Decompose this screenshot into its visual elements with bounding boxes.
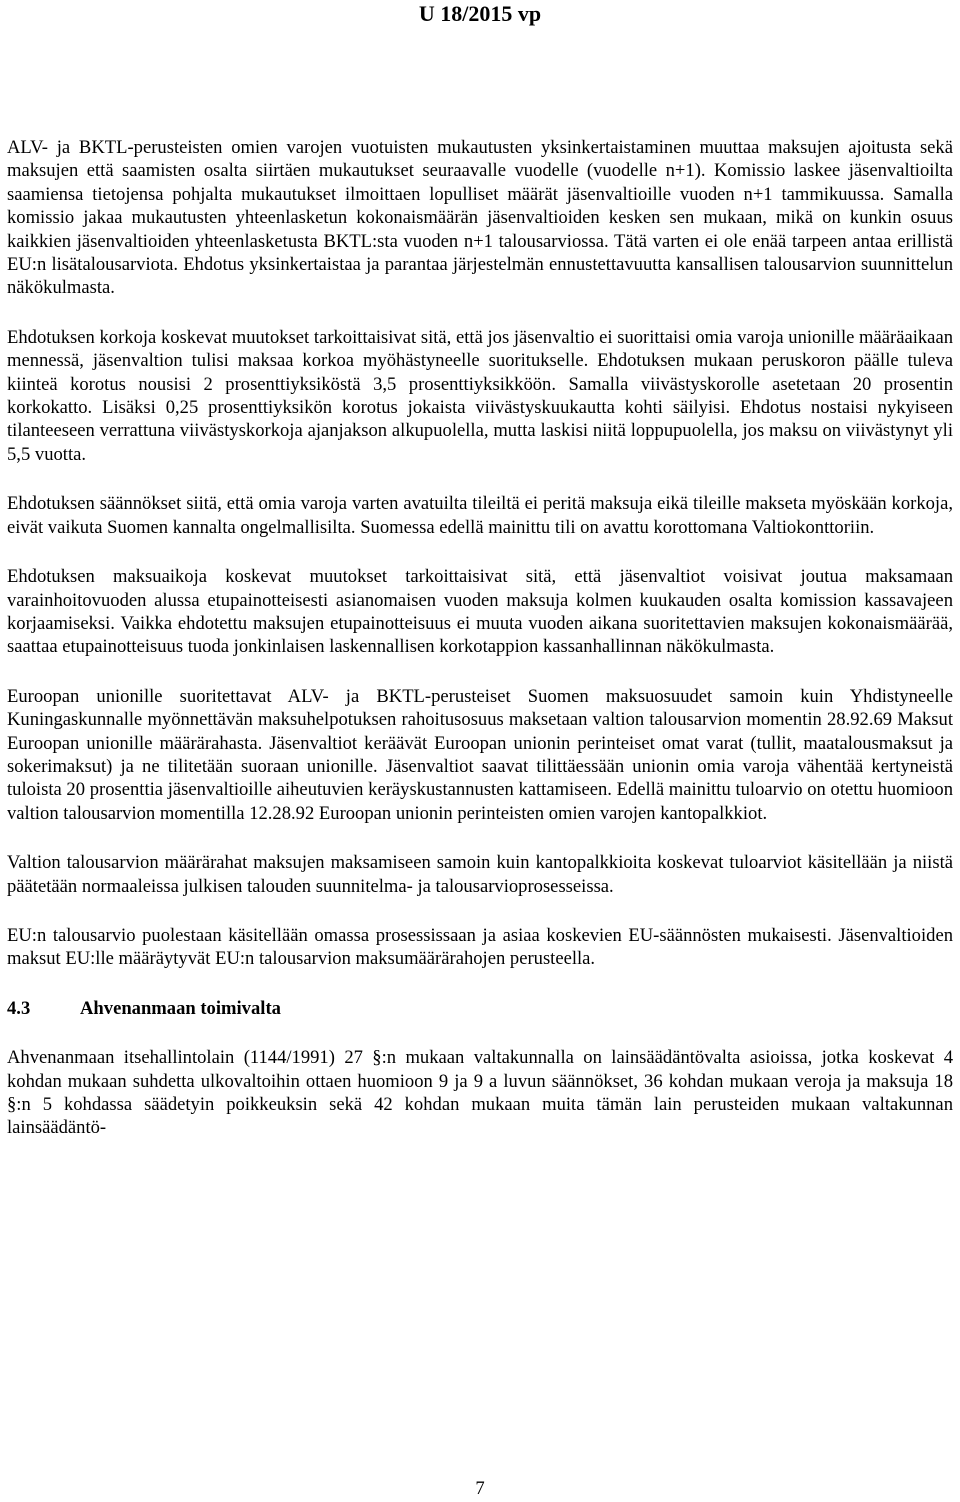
paragraph: Ehdotuksen säännökset siitä, että omia varoja varten avatuilta tileiltä ei peritä maksuja eikä tileille makseta myöskään korkoja, eivät vaikuta Suomen kannalta ongelmallisilta. Suomessa edellä mainittu tili on avattu korottomana Valtiokonttoriin. [7, 493, 953, 538]
paragraph: Ahvenanmaan itsehallintolain (1144/1991) 27 §:n mukaan valtakunnalla on lainsäädäntövalta asioissa, jotka koskevat 4 kohdan mukaan suhdetta ulkovaltoihin ottaen huomioon 9 ja 9 a luvun säännökset, 36 kohdan mukaan veroja ja maksuja 18 §:n 5 kohdassa säädetyin poikkeuksin sekä 42 kohdan mukaan muita tämän lain perusteiden mukaan valtakunnan lainsäädäntö- [7, 1047, 953, 1139]
paragraph: Euroopan unionille suoritettavat ALV- ja BKTL-perusteiset Suomen maksuosuudet samoin kuin Yhdistyneelle Kuningaskunnalle myönnettävän maksuhelpotuksen rahoitusosuus maksetaan valtion talousarvion momentin 28.92.69 Maksut Euroopan unionille määrärahasta. Jäsenvaltiot keräävät Euroopan unionin perinteiset omat varat (tullit, maatalousmaksut ja sokerimaksut) ja ne tilitetään suoraan unionille. Jäsenvaltiot saavat tilittäessään unionin omia varoja vähentää kertyneistä tuloista 20 prosenttia jäsenvaltioille aiheutuvien keräyskustannusten kattamiseen. Edellä mainittu tuloarvio on otettu huomioon valtion talousarvion momentilla 12.28.92 Euroopan unionin perinteisten omien varojen kantopalkkiot. [7, 685, 953, 824]
document-id-header: U 18/2015 vp [418, 1, 542, 26]
section-heading [7, 997, 953, 1020]
page-number: 7 [475, 1478, 485, 1499]
document-body [7, 136, 953, 1140]
paragraph: EU:n talousarvio puolestaan käsitellään omassa prosessissaan ja asiaa koskevien EU-säännösten mukaisesti. Jäsenvaltioiden maksut EU:lle määräytyvät EU:n talousarvion maksumäärärahojen perusteella. [7, 924, 953, 970]
paragraph: ALV- ja BKTL-perusteisten omien varojen vuotuisten mukautusten yksinkertaistaminen muuttaa maksujen ajoitusta sekä maksujen että saamisten osalta siirtäen mukautukset seuraavalle vuodelle (vuodelle n+1). Komissio laskee jäsenvaltioilta saamiensa tietojensa pohjalta mukautukset ilmoittaen lopulliset määrät jäsenvaltioille vuoden n+1 tammikuussa. Samalla komissio jakaa mukautusten yhteenlasketun kokonaismäärän jäsenvaltioiden kesken sen mukaan, mikä on kunkin osuus kaikkien jäsenvaltioiden yhteenlasketusta BKTL:sta vuoden n+1 talousarviossa. Tätä varten ei ole enää tarpeen antaa erillistä EU:n lisätalousarviota. Ehdotus yksinkertaistaa ja parantaa järjestelmän ennustettavuutta kansallisen talousarvion suunnittelun näkökulmasta. [7, 137, 953, 299]
section-number: 4.3 [7, 997, 31, 1019]
paragraph: Ehdotuksen korkoja koskevat muutokset tarkoittaisivat sitä, että jos jäsenvaltio ei suorittaisi omia varoja unionille määräaikaan mennessä, jäsenvaltion tulisi maksaa korkoa myöhästyneelle suoritukselle. Ehdotuksen mukaan peruskoron päälle tuleva kiinteä korotus nousisi 2 prosenttiyksiköstä 3,5 prosenttiyksikköön. Samalla viivästyskorolle asetetaan 20 prosentin korkokatto. Lisäksi 0,25 prosenttiyksikön korotus jokaista viivästyskuukautta kohti säilyisi. Ehdotus nostaisi nykyiseen tilanteeseen verrattuna viivästyskorkoja ajanjakson alkupuolella, mutta laskisi niitä loppupuolella, jos maksu on viivästynyt yli 5,5 vuotta. [7, 326, 953, 465]
paragraph: Valtion talousarvion määrärahat maksujen maksamiseen samoin kuin kantopalkkioita koskevat tuloarviot käsitellään ja niistä päätetään normaaleissa julkisen talouden suunnitelma- ja talousarvioprosesseissa. [7, 852, 953, 897]
paragraph: Ehdotuksen maksuaikoja koskevat muutokset tarkoittaisivat sitä, että jäsenvaltiot voisivat joutua maksamaan varainhoitovuoden alussa etupainotteisesti asianomaisen vuoden maksuja kolmen kuukauden osalta komission kassavajeen korjaamiseksi. Vaikka ehdotettu maksujen etupainotteisuus ei muuta vuoden aikana suoritettavien maksujen kokonaismäärää, saattaa etupainotteisuus tuoda jonkinlaisen laskennallisen korkotappion kassanhallinnan näkökulmasta. [7, 566, 953, 658]
section-title: Ahvenanmaan toimivalta [80, 997, 281, 1019]
